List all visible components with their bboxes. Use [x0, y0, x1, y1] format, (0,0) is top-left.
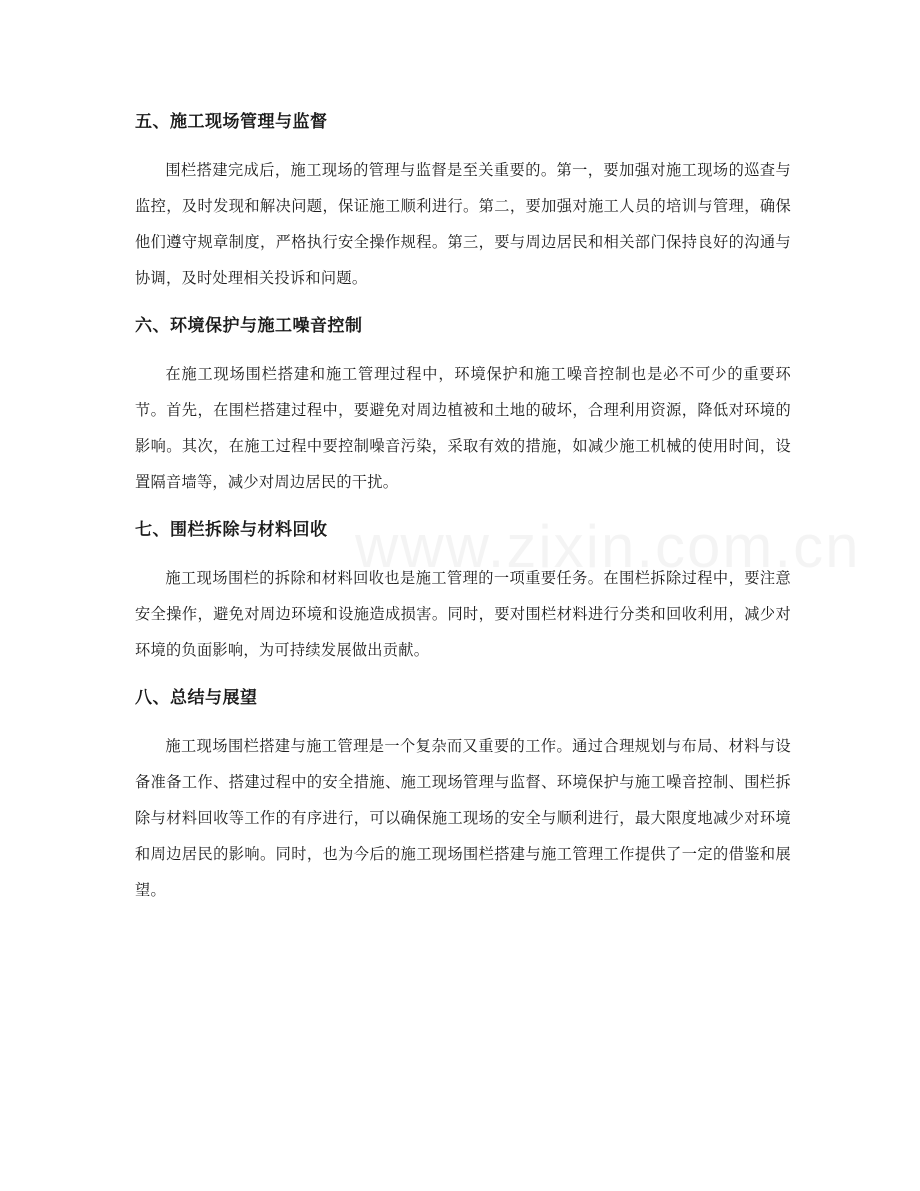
section-paragraph: 施工现场围栏的拆除和材料回收也是施工管理的一项重要任务。在围栏拆除过程中，要注意安全操作，避免对周边环境和设施造成损害。同时，要对围栏材料进行分类和回收利用，减少对环境的负面影响，为可持续发展做出贡献。	[135, 569, 791, 659]
section-heading: 五、施工现场管理与监督	[135, 112, 328, 132]
section-paragraph: 在施工现场围栏搭建和施工管理过程中，环境保护和施工噪音控制也是必不可少的重要环节。首先，在围栏搭建过程中，要避免对周边植被和土地的破坏，合理利用资源，降低对环境的影响。其次，在施工过程中要控制噪音污染，采取有效的措施，如减少施工机械的使用时间，设置隔音墙等，减少对周边居民的干扰。	[135, 365, 791, 491]
section-management-supervision	[135, 104, 791, 296]
section-summary-outlook	[135, 680, 791, 908]
section-removal-recycling	[135, 512, 791, 668]
section-heading: 六、环境保护与施工噪音控制	[135, 316, 363, 336]
section-paragraph: 施工现场围栏搭建与施工管理是一个复杂而又重要的工作。通过合理规划与布局、材料与设备准备工作、搭建过程中的安全措施、施工现场管理与监督、环境保护与施工噪音控制、围栏拆除与材料回收等工作的有序进行，可以确保施工现场的安全与顺利进行，最大限度地减少对环境和周边居民的影响。同时，也为今后的施工现场围栏搭建与施工管理工作提供了一定的借鉴和展望。	[135, 737, 791, 899]
section-heading: 七、围栏拆除与材料回收	[135, 520, 328, 540]
section-heading: 八、总结与展望	[135, 688, 258, 708]
section-environment-noise	[135, 308, 791, 500]
section-paragraph: 围栏搭建完成后，施工现场的管理与监督是至关重要的。第一，要加强对施工现场的巡查与监控，及时发现和解决问题，保证施工顺利进行。第二，要加强对施工人员的培训与管理，确保他们遵守规章制度，严格执行安全操作规程。第三，要与周边居民和相关部门保持良好的沟通与协调，及时处理相关投诉和问题。	[135, 161, 791, 287]
document-content	[135, 104, 791, 920]
